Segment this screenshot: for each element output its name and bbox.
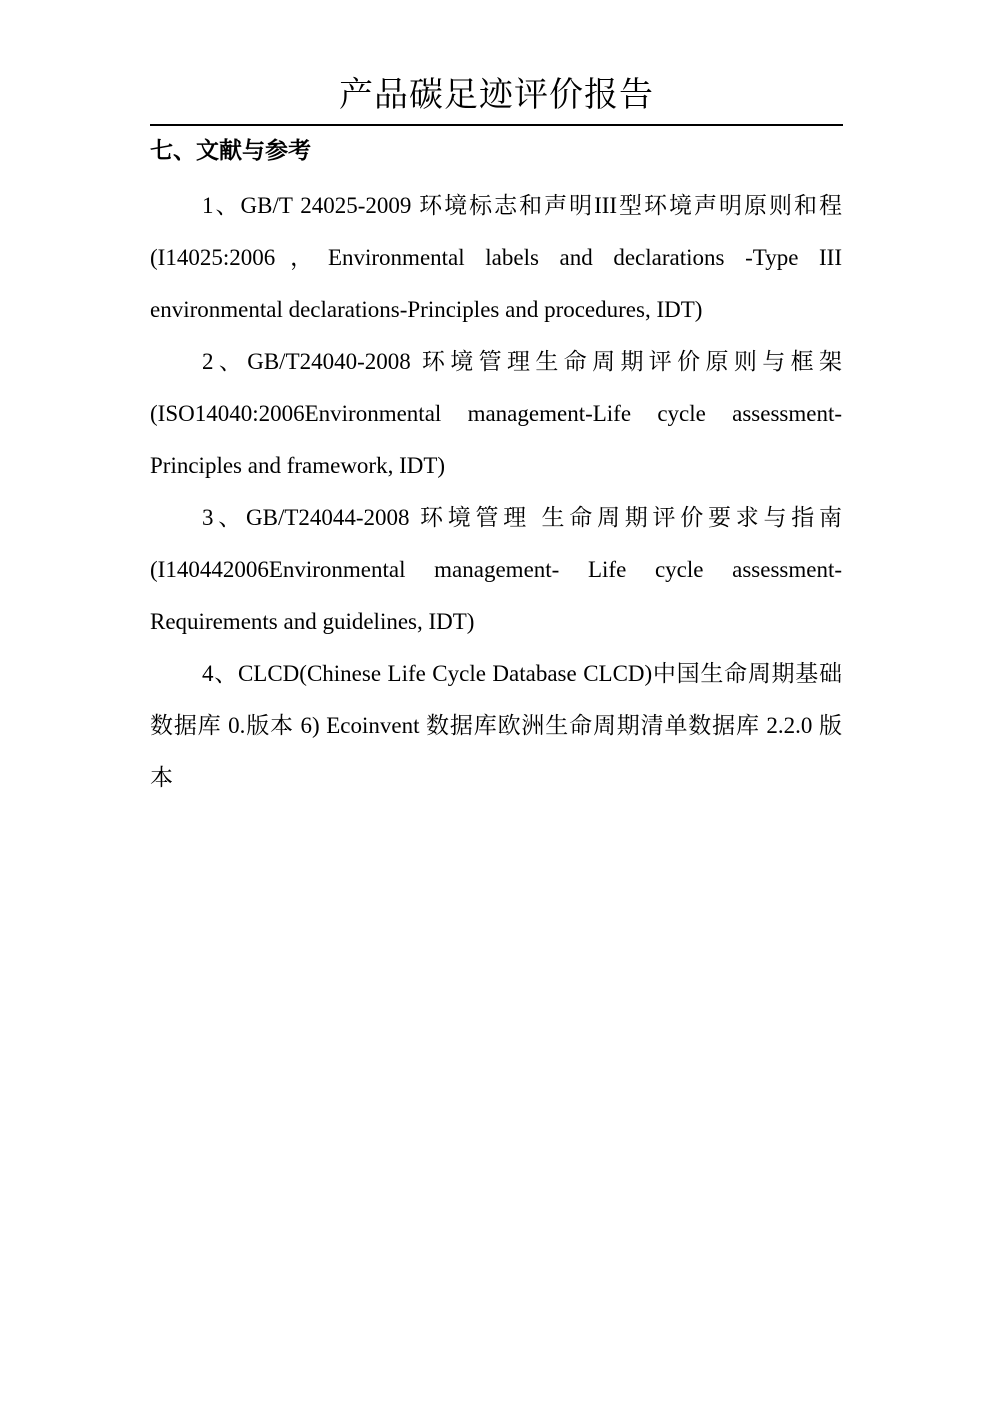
reference-item-3: 3、GB/T24044-2008 环境管理 生命周期评价要求与指南(I140442006Environmental management- Life cycle assessment-Requirements and guidelines, IDT) bbox=[150, 505, 842, 634]
page-title: 产品碳足迹评价报告 bbox=[339, 75, 654, 115]
section-heading: 七、文献与参考 bbox=[150, 138, 311, 164]
document-body bbox=[150, 128, 842, 804]
reference-item-1: 1、GB/T 24025-2009 环境标志和声明III型环境声明原则和程(I14025:2006，Environmental labels and declarations -Type III environmental declarations-Principles and procedures, IDT) bbox=[150, 193, 842, 322]
reference-list bbox=[150, 180, 842, 804]
reference-item-4: 4、CLCD(Chinese Life Cycle Database CLCD)中国生命周期基础数据库 0.版本 6) Ecoinvent 数据库欧洲生命周期清单数据库 2.2.0 版本 bbox=[150, 661, 842, 790]
reference-item-2: 2、GB/T24040-2008 环境管理生命周期评价原则与框架(ISO14040:2006Environmental management-Life cycle assessment-Principles and framework, IDT) bbox=[150, 349, 842, 478]
page-header bbox=[150, 70, 843, 126]
